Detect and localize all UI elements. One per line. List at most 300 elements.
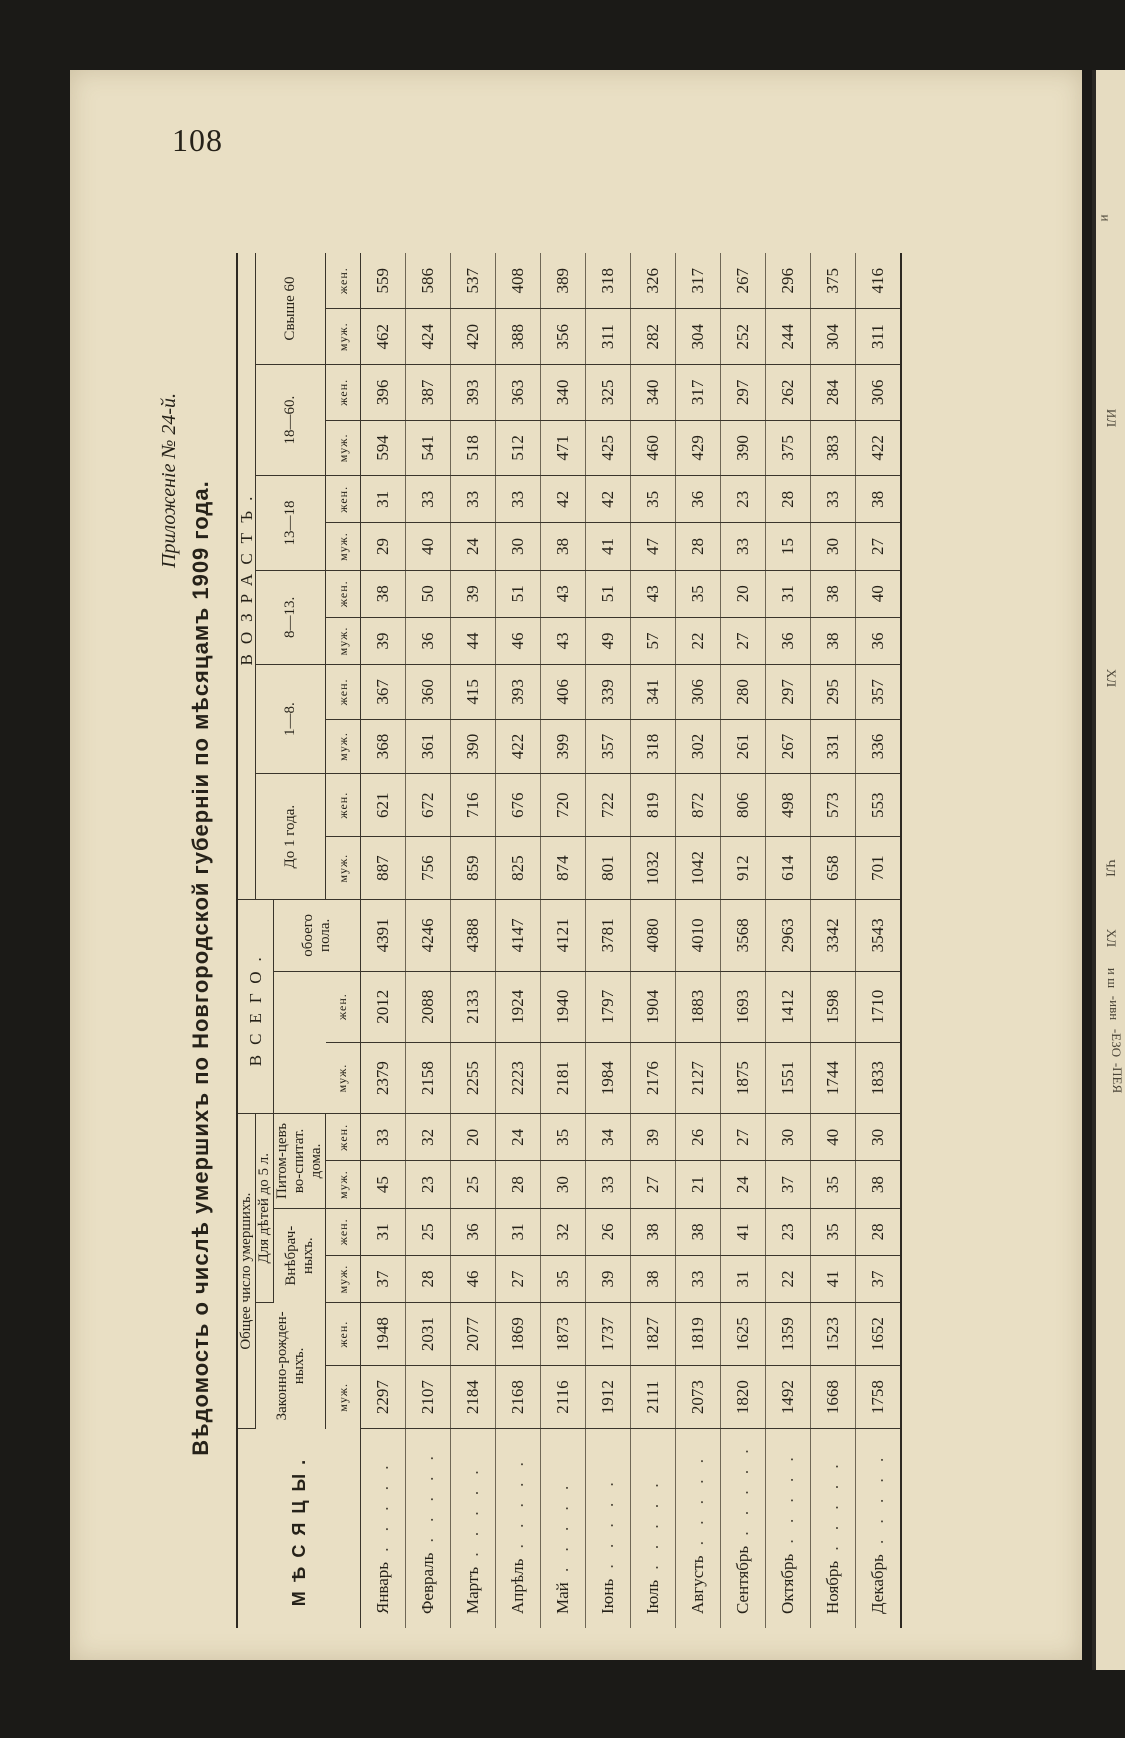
age-header-5: Свыше 60 bbox=[256, 253, 326, 365]
value-cell: 46 bbox=[451, 1255, 496, 1302]
months-header: МѢСЯЦЫ. bbox=[237, 1429, 361, 1628]
value-cell: 1797 bbox=[586, 971, 631, 1042]
value-cell: 21 bbox=[676, 1161, 721, 1208]
value-cell: 614 bbox=[766, 837, 811, 900]
value-cell: 37 bbox=[766, 1161, 811, 1208]
table-row bbox=[496, 253, 541, 1628]
value-cell: 872 bbox=[676, 774, 721, 837]
value-cell: 20 bbox=[451, 1114, 496, 1161]
month-cell: Сентябрь . . . . . bbox=[721, 1429, 766, 1628]
value-cell: 3543 bbox=[856, 900, 902, 971]
male-header: муж. bbox=[326, 523, 361, 570]
value-cell: 36 bbox=[766, 617, 811, 664]
foster-header: Питом-цевъ во-спитат. дома. bbox=[274, 1114, 326, 1208]
value-cell: 43 bbox=[631, 570, 676, 617]
value-cell: 37 bbox=[856, 1255, 902, 1302]
legit-header: Законно-рожден-ныхъ. bbox=[256, 1303, 326, 1429]
value-cell: 33 bbox=[451, 476, 496, 523]
adjacent-page-edge bbox=[1092, 70, 1125, 1670]
month-name: Декабрь bbox=[868, 1554, 887, 1614]
value-cell: 396 bbox=[361, 365, 406, 421]
value-cell: 38 bbox=[856, 476, 902, 523]
value-cell: 38 bbox=[811, 570, 856, 617]
mortality-table bbox=[236, 253, 902, 1628]
value-cell: 2111 bbox=[631, 1366, 676, 1429]
value-cell: 51 bbox=[496, 570, 541, 617]
value-cell: 361 bbox=[406, 719, 451, 774]
month-cell: Апрѣль . . . . . bbox=[496, 1429, 541, 1628]
value-cell: 31 bbox=[721, 1255, 766, 1302]
value-cell: 28 bbox=[856, 1208, 902, 1255]
value-cell: 559 bbox=[361, 253, 406, 309]
value-cell: 1869 bbox=[496, 1303, 541, 1366]
month-cell: Августь . . . . . bbox=[676, 1429, 721, 1628]
value-cell: 393 bbox=[451, 365, 496, 421]
value-cell: 27 bbox=[721, 617, 766, 664]
value-cell: 39 bbox=[586, 1255, 631, 1302]
male-header: муж. bbox=[326, 1161, 361, 1208]
total-deaths-header: Общее число умершихъ. bbox=[237, 1114, 256, 1429]
month-cell: Октябрь . . . . . bbox=[766, 1429, 811, 1628]
value-cell: 4121 bbox=[541, 900, 586, 971]
value-cell: 36 bbox=[676, 476, 721, 523]
table-row bbox=[541, 253, 586, 1628]
value-cell: 1710 bbox=[856, 971, 902, 1042]
month-name: Октябрь bbox=[778, 1553, 797, 1614]
female-header: жен. bbox=[326, 1208, 361, 1255]
table-row bbox=[721, 253, 766, 1628]
value-cell: 874 bbox=[541, 837, 586, 900]
value-cell: 4388 bbox=[451, 900, 496, 971]
month-name: Іюнь bbox=[598, 1578, 617, 1614]
value-cell: 318 bbox=[631, 719, 676, 774]
value-cell: 408 bbox=[496, 253, 541, 309]
value-cell: 594 bbox=[361, 420, 406, 476]
value-cell: 297 bbox=[721, 365, 766, 421]
value-cell: 295 bbox=[811, 665, 856, 720]
value-cell: 1924 bbox=[496, 971, 541, 1042]
value-cell: 35 bbox=[811, 1208, 856, 1255]
value-cell: 43 bbox=[541, 570, 586, 617]
value-cell: 390 bbox=[721, 420, 766, 476]
value-cell: 38 bbox=[631, 1255, 676, 1302]
value-cell: 422 bbox=[496, 719, 541, 774]
table-row bbox=[451, 253, 496, 1628]
value-cell: 28 bbox=[406, 1255, 451, 1302]
value-cell: 2176 bbox=[631, 1042, 676, 1113]
value-cell: 28 bbox=[496, 1161, 541, 1208]
value-cell: 25 bbox=[451, 1161, 496, 1208]
value-cell: 389 bbox=[541, 253, 586, 309]
male-header: муж. bbox=[326, 837, 361, 900]
value-cell: 2107 bbox=[406, 1366, 451, 1429]
value-cell: 553 bbox=[856, 774, 902, 837]
value-cell: 4010 bbox=[676, 900, 721, 971]
value-cell: 33 bbox=[361, 1114, 406, 1161]
adjacent-page-fragment: ЧЛ bbox=[1103, 859, 1119, 877]
male-header: муж. bbox=[326, 309, 361, 365]
value-cell: 32 bbox=[406, 1114, 451, 1161]
value-cell: 35 bbox=[541, 1114, 586, 1161]
male-header: муж. bbox=[326, 1255, 361, 1302]
value-cell: 340 bbox=[631, 365, 676, 421]
value-cell: 912 bbox=[721, 837, 766, 900]
value-cell: 24 bbox=[451, 523, 496, 570]
value-cell: 38 bbox=[856, 1161, 902, 1208]
month-name: Январь bbox=[373, 1561, 392, 1614]
value-cell: 57 bbox=[631, 617, 676, 664]
value-cell: 658 bbox=[811, 837, 856, 900]
value-cell: 306 bbox=[856, 365, 902, 421]
value-cell: 33 bbox=[721, 523, 766, 570]
value-cell: 43 bbox=[541, 617, 586, 664]
value-cell: 1883 bbox=[676, 971, 721, 1042]
value-cell: 2012 bbox=[361, 971, 406, 1042]
value-cell: 498 bbox=[766, 774, 811, 837]
value-cell: 30 bbox=[496, 523, 541, 570]
value-cell: 262 bbox=[766, 365, 811, 421]
value-cell: 537 bbox=[451, 253, 496, 309]
table-title: Вѣдомость о числѣ умершихъ по Новгородской губерніи по мѣсяцамъ 1909 года. bbox=[188, 480, 213, 1456]
age-header-0: До 1 года. bbox=[256, 774, 326, 900]
value-cell: 1912 bbox=[586, 1366, 631, 1429]
month-cell: Февраль . . . . . bbox=[406, 1429, 451, 1628]
value-cell: 30 bbox=[856, 1114, 902, 1161]
value-cell: 39 bbox=[631, 1114, 676, 1161]
value-cell: 357 bbox=[856, 665, 902, 720]
value-cell: 40 bbox=[406, 523, 451, 570]
value-cell: 325 bbox=[586, 365, 631, 421]
female-header: жен. bbox=[326, 253, 361, 309]
value-cell: 363 bbox=[496, 365, 541, 421]
value-cell: 2077 bbox=[451, 1303, 496, 1366]
value-cell: 340 bbox=[541, 365, 586, 421]
value-cell: 1598 bbox=[811, 971, 856, 1042]
value-cell: 27 bbox=[721, 1114, 766, 1161]
value-cell: 36 bbox=[451, 1208, 496, 1255]
value-cell: 2088 bbox=[406, 971, 451, 1042]
table-row bbox=[406, 253, 451, 1628]
value-cell: 51 bbox=[586, 570, 631, 617]
value-cell: 47 bbox=[631, 523, 676, 570]
value-cell: 2073 bbox=[676, 1366, 721, 1429]
value-cell: 416 bbox=[856, 253, 902, 309]
value-cell: 24 bbox=[721, 1161, 766, 1208]
value-cell: 1948 bbox=[361, 1303, 406, 1366]
value-cell: 304 bbox=[676, 309, 721, 365]
value-cell: 462 bbox=[361, 309, 406, 365]
value-cell: 415 bbox=[451, 665, 496, 720]
value-cell: 887 bbox=[361, 837, 406, 900]
value-cell: 422 bbox=[856, 420, 902, 476]
adjacent-page-fragment: -ПЕЯ bbox=[1110, 1062, 1125, 1094]
value-cell: 36 bbox=[406, 617, 451, 664]
value-cell: 1758 bbox=[856, 1366, 902, 1429]
value-cell: 1984 bbox=[586, 1042, 631, 1113]
vsego-sub-spacer bbox=[274, 971, 326, 1114]
value-cell: 1359 bbox=[766, 1303, 811, 1366]
month-cell: Іюнь . . . . . bbox=[586, 1429, 631, 1628]
value-cell: 425 bbox=[586, 420, 631, 476]
value-cell: 317 bbox=[676, 253, 721, 309]
value-cell: 701 bbox=[856, 837, 902, 900]
value-cell: 586 bbox=[406, 253, 451, 309]
vozrast-header: ВОЗРАСТЪ. bbox=[237, 253, 256, 900]
month-cell: Декабрь . . . . . bbox=[856, 1429, 902, 1628]
male-header: муж. bbox=[326, 1042, 361, 1113]
table-row bbox=[361, 253, 406, 1628]
value-cell: 282 bbox=[631, 309, 676, 365]
female-header: жен. bbox=[326, 476, 361, 523]
document-page bbox=[70, 70, 1082, 1660]
month-cell: Январь . . . . . bbox=[361, 1429, 406, 1628]
table-row bbox=[631, 253, 676, 1628]
value-cell: 4246 bbox=[406, 900, 451, 971]
value-cell: 32 bbox=[541, 1208, 586, 1255]
value-cell: 45 bbox=[361, 1161, 406, 1208]
value-cell: 716 bbox=[451, 774, 496, 837]
value-cell: 541 bbox=[406, 420, 451, 476]
value-cell: 41 bbox=[721, 1208, 766, 1255]
value-cell: 2181 bbox=[541, 1042, 586, 1113]
adjacent-page-fragment: -ЕЗО bbox=[1109, 1028, 1125, 1058]
adjacent-page-fragment: ИЛ bbox=[1104, 408, 1120, 428]
value-cell: 1668 bbox=[811, 1366, 856, 1429]
value-cell: 375 bbox=[811, 253, 856, 309]
female-header: жен. bbox=[326, 971, 361, 1042]
value-cell: 25 bbox=[406, 1208, 451, 1255]
value-cell: 1873 bbox=[541, 1303, 586, 1366]
value-cell: 2031 bbox=[406, 1303, 451, 1366]
value-cell: 806 bbox=[721, 774, 766, 837]
value-cell: 284 bbox=[811, 365, 856, 421]
value-cell: 512 bbox=[496, 420, 541, 476]
month-name: Ноябрь bbox=[823, 1560, 842, 1614]
value-cell: 39 bbox=[361, 617, 406, 664]
vsego-header: ВСЕГО. bbox=[237, 900, 274, 1114]
value-cell: 1820 bbox=[721, 1366, 766, 1429]
value-cell: 34 bbox=[586, 1114, 631, 1161]
value-cell: 1819 bbox=[676, 1303, 721, 1366]
value-cell: 383 bbox=[811, 420, 856, 476]
value-cell: 573 bbox=[811, 774, 856, 837]
appendix-label: Приложеніе № 24-й. bbox=[158, 393, 180, 568]
value-cell: 38 bbox=[361, 570, 406, 617]
value-cell: 1492 bbox=[766, 1366, 811, 1429]
value-cell: 367 bbox=[361, 665, 406, 720]
month-name: Сентябрь bbox=[733, 1545, 752, 1614]
value-cell: 1412 bbox=[766, 971, 811, 1042]
value-cell: 393 bbox=[496, 665, 541, 720]
month-name: Февраль bbox=[418, 1552, 437, 1614]
value-cell: 1737 bbox=[586, 1303, 631, 1366]
female-header: жен. bbox=[326, 365, 361, 421]
table-row bbox=[586, 253, 631, 1628]
male-header: муж. bbox=[326, 420, 361, 476]
value-cell: 1032 bbox=[631, 837, 676, 900]
value-cell: 49 bbox=[586, 617, 631, 664]
month-name: Апрѣль bbox=[508, 1558, 527, 1614]
value-cell: 33 bbox=[676, 1255, 721, 1302]
value-cell: 306 bbox=[676, 665, 721, 720]
female-header: жен. bbox=[326, 665, 361, 720]
value-cell: 31 bbox=[766, 570, 811, 617]
value-cell: 38 bbox=[541, 523, 586, 570]
value-cell: 40 bbox=[856, 570, 902, 617]
value-cell: 31 bbox=[361, 1208, 406, 1255]
value-cell: 30 bbox=[811, 523, 856, 570]
value-cell: 23 bbox=[721, 476, 766, 523]
value-cell: 1904 bbox=[631, 971, 676, 1042]
value-cell: 28 bbox=[676, 523, 721, 570]
value-cell: 676 bbox=[496, 774, 541, 837]
value-cell: 244 bbox=[766, 309, 811, 365]
value-cell: 825 bbox=[496, 837, 541, 900]
value-cell: 35 bbox=[676, 570, 721, 617]
value-cell: 471 bbox=[541, 420, 586, 476]
value-cell: 1042 bbox=[676, 837, 721, 900]
value-cell: 35 bbox=[811, 1161, 856, 1208]
illegit-header: Внѣбрач-ныхъ. bbox=[274, 1208, 326, 1302]
month-name: Августь bbox=[688, 1555, 707, 1614]
value-cell: 356 bbox=[541, 309, 586, 365]
value-cell: 399 bbox=[541, 719, 586, 774]
value-cell: 388 bbox=[496, 309, 541, 365]
value-cell: 23 bbox=[406, 1161, 451, 1208]
value-cell: 35 bbox=[541, 1255, 586, 1302]
value-cell: 30 bbox=[766, 1114, 811, 1161]
value-cell: 311 bbox=[586, 309, 631, 365]
value-cell: 2297 bbox=[361, 1366, 406, 1429]
value-cell: 26 bbox=[586, 1208, 631, 1255]
value-cell: 1940 bbox=[541, 971, 586, 1042]
value-cell: 304 bbox=[811, 309, 856, 365]
value-cell: 4147 bbox=[496, 900, 541, 971]
adjacent-page-fragment: -ивн bbox=[1107, 995, 1123, 1021]
value-cell: 29 bbox=[361, 523, 406, 570]
value-cell: 296 bbox=[766, 253, 811, 309]
value-cell: 35 bbox=[631, 476, 676, 523]
page-number: 108 bbox=[172, 122, 223, 158]
value-cell: 31 bbox=[361, 476, 406, 523]
value-cell: 420 bbox=[451, 309, 496, 365]
value-cell: 756 bbox=[406, 837, 451, 900]
value-cell: 267 bbox=[766, 719, 811, 774]
value-cell: 1875 bbox=[721, 1042, 766, 1113]
value-cell: 1827 bbox=[631, 1303, 676, 1366]
table-row bbox=[676, 253, 721, 1628]
value-cell: 15 bbox=[766, 523, 811, 570]
month-cell: Мартъ . . . . . bbox=[451, 1429, 496, 1628]
table-row bbox=[856, 253, 902, 1628]
month-cell: Іюль . . . . . bbox=[631, 1429, 676, 1628]
month-cell: Ноябрь . . . . . bbox=[811, 1429, 856, 1628]
value-cell: 22 bbox=[766, 1255, 811, 1302]
female-header: жен. bbox=[326, 1303, 361, 1366]
value-cell: 1551 bbox=[766, 1042, 811, 1113]
value-cell: 252 bbox=[721, 309, 766, 365]
value-cell: 33 bbox=[811, 476, 856, 523]
value-cell: 3342 bbox=[811, 900, 856, 971]
value-cell: 819 bbox=[631, 774, 676, 837]
female-header: жен. bbox=[326, 570, 361, 617]
value-cell: 672 bbox=[406, 774, 451, 837]
value-cell: 41 bbox=[811, 1255, 856, 1302]
value-cell: 339 bbox=[586, 665, 631, 720]
value-cell: 387 bbox=[406, 365, 451, 421]
value-cell: 326 bbox=[631, 253, 676, 309]
value-cell: 2127 bbox=[676, 1042, 721, 1113]
month-name: Мартъ bbox=[463, 1566, 482, 1614]
value-cell: 27 bbox=[856, 523, 902, 570]
adjacent-page-fragment: и bbox=[1098, 214, 1114, 222]
value-cell: 2168 bbox=[496, 1366, 541, 1429]
value-cell: 2116 bbox=[541, 1366, 586, 1429]
adjacent-page-fragment: ХЛ bbox=[1104, 928, 1120, 948]
value-cell: 1833 bbox=[856, 1042, 902, 1113]
month-name: Іюль bbox=[643, 1579, 662, 1614]
value-cell: 22 bbox=[676, 617, 721, 664]
value-cell: 38 bbox=[631, 1208, 676, 1255]
value-cell: 24 bbox=[496, 1114, 541, 1161]
age-header-4: 18—60. bbox=[256, 365, 326, 476]
adjacent-page-fragment: и ш bbox=[1105, 967, 1121, 989]
table-row bbox=[811, 253, 856, 1628]
value-cell: 30 bbox=[541, 1161, 586, 1208]
value-cell: 2184 bbox=[451, 1366, 496, 1429]
value-cell: 357 bbox=[586, 719, 631, 774]
value-cell: 859 bbox=[451, 837, 496, 900]
value-cell: 39 bbox=[451, 570, 496, 617]
value-cell: 33 bbox=[586, 1161, 631, 1208]
value-cell: 331 bbox=[811, 719, 856, 774]
value-cell: 37 bbox=[361, 1255, 406, 1302]
female-header: жен. bbox=[326, 774, 361, 837]
value-cell: 3568 bbox=[721, 900, 766, 971]
value-cell: 375 bbox=[766, 420, 811, 476]
value-cell: 40 bbox=[811, 1114, 856, 1161]
value-cell: 302 bbox=[676, 719, 721, 774]
value-cell: 318 bbox=[586, 253, 631, 309]
value-cell: 1744 bbox=[811, 1042, 856, 1113]
value-cell: 429 bbox=[676, 420, 721, 476]
value-cell: 1625 bbox=[721, 1303, 766, 1366]
female-header: жен. bbox=[326, 1114, 361, 1161]
value-cell: 23 bbox=[766, 1208, 811, 1255]
table-row bbox=[766, 253, 811, 1628]
value-cell: 311 bbox=[856, 309, 902, 365]
value-cell: 336 bbox=[856, 719, 902, 774]
value-cell: 297 bbox=[766, 665, 811, 720]
value-cell: 42 bbox=[586, 476, 631, 523]
value-cell: 38 bbox=[676, 1208, 721, 1255]
value-cell: 460 bbox=[631, 420, 676, 476]
value-cell: 390 bbox=[451, 719, 496, 774]
value-cell: 3781 bbox=[586, 900, 631, 971]
value-cell: 406 bbox=[541, 665, 586, 720]
value-cell: 26 bbox=[676, 1114, 721, 1161]
children-header: Для дѣтей до 5 л. bbox=[256, 1114, 274, 1303]
value-cell: 33 bbox=[406, 476, 451, 523]
value-cell: 20 bbox=[721, 570, 766, 617]
value-cell: 2223 bbox=[496, 1042, 541, 1113]
value-cell: 31 bbox=[496, 1208, 541, 1255]
rotated-table-block bbox=[78, 248, 1038, 1648]
value-cell: 1693 bbox=[721, 971, 766, 1042]
value-cell: 27 bbox=[631, 1161, 676, 1208]
table-body bbox=[361, 253, 902, 1628]
value-cell: 621 bbox=[361, 774, 406, 837]
